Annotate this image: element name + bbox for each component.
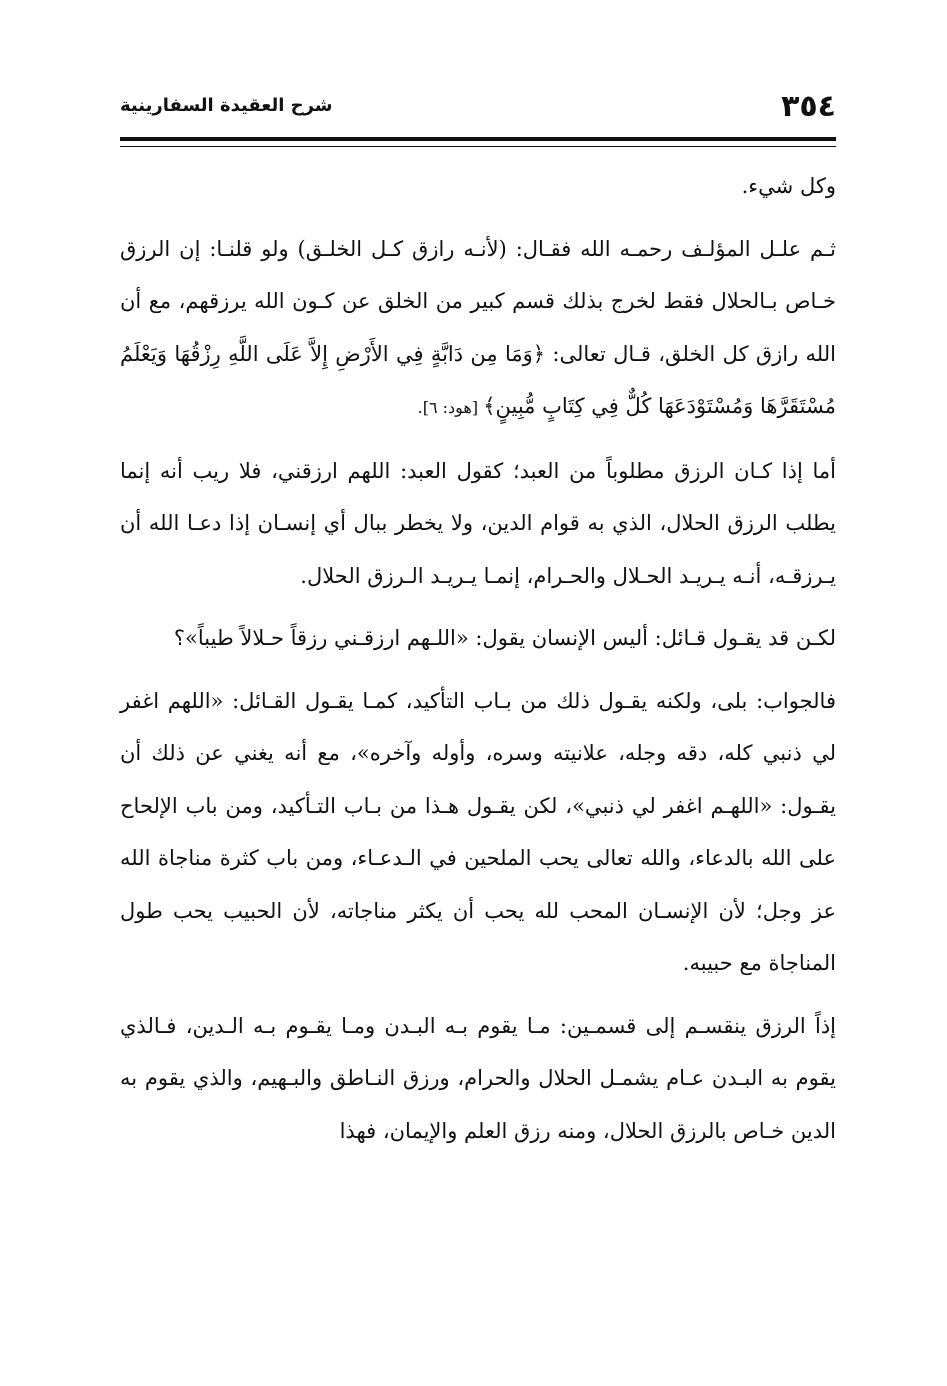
page-header [120, 78, 836, 134]
paragraph-2 [120, 223, 836, 435]
header-rule-thin [120, 146, 836, 147]
paragraph-5: فالجواب: بلى، ولكنه يقـول ذلك من بـاب التأكيد، كمـا يقـول القـائل: «اللهم اغفر لي ذنبي كله، دقه وجله، علانيته وسره، وأوله وآخره»، مع أنه يغني عن ذلك أن يقـول: «اللهـم اغفر لي ذنبي»، لكن يقـول هـذا من بـاب التـأكيد، ومن باب الإلحاح على الله بالدعاء، والله تعالى يحب الملحين في الـدعـاء، ومن باب كثرة مناجاة الله عز وجل؛ لأن الإنسـان المحب لله يحب أن يكثر مناجاته، لأن الحبيب يحب طول المناجاة مع حبيبه. [120, 688, 836, 975]
page-number: ٣٥٤ [781, 89, 836, 124]
paragraph-4: لكـن قد يقـول قـائل: أليس الإنسان يقول: «اللـهم ارزقـني رزقاً حـلالاً طيباً»؟ [173, 626, 836, 650]
running-title: شرح العقيدة السفارينية [120, 95, 333, 116]
body-text [120, 160, 836, 1157]
verse-reference: [هود: ٦]. [417, 398, 484, 417]
paragraph-3: أما إذا كـان الرزق مطلوباً من العبد؛ كقول العبد: اللهم ارزقني، فلا ريب أنه إنما يطلب الرزق الحلال، الذي به قوام الدين، ولا يخطر ببال أي إنسـان إذا دعـا الله أن يـرزقـه، أنـه يـريـد الحـلال والحـرام، إنمـا يـريـد الـرزق الحلال. [120, 458, 836, 588]
paragraph-6: إذاً الرزق ينقسـم إلى قسمـين: مـا يقوم بـه البـدن ومـا يقـوم بـه الـدين، فـالذي يقوم به البـدن عـام يشمـل الحلال والحرام، ورزق النـاطق والبـهيم، والذي يقوم به الدين خـاص بالرزق الحلال، ومنه رزق العلم والإيمان، فهذا [120, 1013, 836, 1143]
paragraph-1: وكل شيء. [741, 174, 836, 198]
paragraph-2-text: ثـم علـل المؤلـف رحمـه الله فقـال: (لأنـه رازق كـل الخلـق) ولو قلنـا: إن الرزق خـاص بـالحلال فقط لخرج بذلك قسم كبير من الخلق عن كـون الله يرزقهم، مع أن الله رازق كل الخلق، قـال تعالى: [120, 236, 836, 366]
header-rule-thick [120, 137, 836, 141]
quran-verse: ﴿وَمَا مِن دَابَّةٍ فِي الأَرْضِ إِلاَّ عَلَى اللَّهِ رِزْقُهَا وَيَعْلَمُ مُسْتَقَرَّهَا وَمُسْتَوْدَعَهَا كُلٌّ فِي كِتَابٍ مُّبِينٍ﴾ [120, 341, 836, 418]
